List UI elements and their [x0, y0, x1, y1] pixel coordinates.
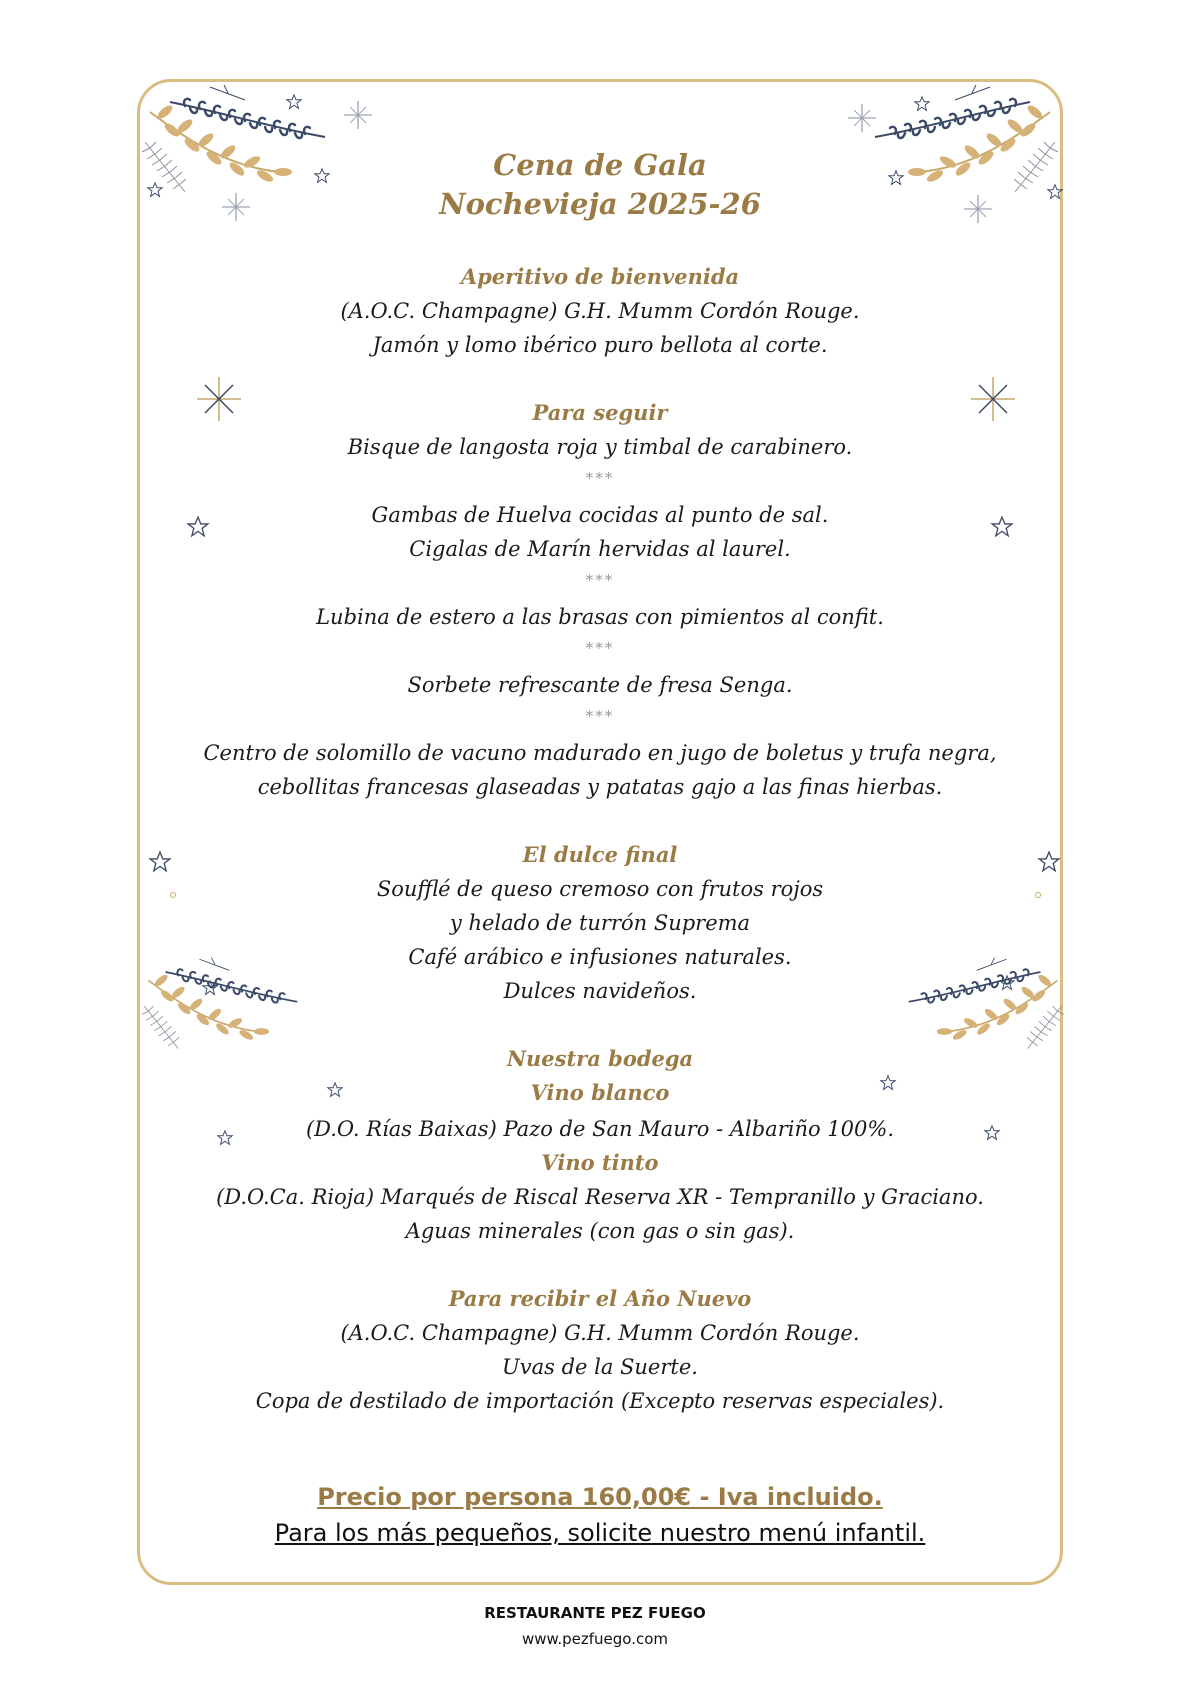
- menu-item: Aguas minerales (con gas o sin gas).: [405, 1219, 795, 1243]
- subheading-vino-tinto: Vino tinto: [541, 1150, 659, 1175]
- section-heading-bodega: Nuestra bodega: [506, 1046, 694, 1071]
- menu-title-line2: Nochevieja 2025-26: [439, 187, 761, 221]
- kids-menu-note: Para los más pequeños, solicite nuestro menú infantil.: [274, 1519, 926, 1547]
- menu-item: Cigalas de Marín hervidas al laurel.: [409, 537, 791, 561]
- section-heading-dulce: El dulce final: [522, 842, 678, 867]
- separator: ***: [585, 707, 615, 725]
- menu-item: Jamón y lomo ibérico puro bellota al corte.: [372, 333, 828, 357]
- menu-item: cebollitas francesas glaseadas y patatas gajo a las finas hierbas.: [257, 775, 943, 799]
- menu-item: Sorbete refrescante de fresa Senga.: [407, 673, 793, 697]
- section-heading-ano-nuevo: Para recibir el Año Nuevo: [448, 1286, 752, 1311]
- price-line: Precio por persona 160,00€ - Iva incluido.: [317, 1483, 883, 1511]
- subheading-vino-blanco: Vino blanco: [530, 1080, 670, 1105]
- website-link[interactable]: www.pezfuego.com: [521, 1630, 669, 1648]
- section-heading-aperitivo: Aperitivo de bienvenida: [460, 264, 740, 289]
- menu-item: Uvas de la Suerte.: [502, 1355, 698, 1379]
- menu-item: y helado de turrón Suprema: [449, 911, 751, 935]
- menu-item: Soufflé de queso cremoso con frutos rojos: [376, 877, 824, 901]
- restaurant-name: RESTAURANTE PEZ FUEGO: [484, 1604, 706, 1622]
- separator: ***: [585, 571, 615, 589]
- menu-item: Bisque de langosta roja y timbal de carabinero.: [347, 435, 853, 459]
- menu-item: Centro de solomillo de vacuno madurado en jugo de boletus y trufa negra,: [203, 741, 997, 765]
- menu-item: Lubina de estero a las brasas con pimientos al confit.: [316, 605, 884, 629]
- separator: ***: [585, 639, 615, 657]
- menu-title-line1: Cena de Gala: [493, 148, 707, 182]
- menu-item: Gambas de Huelva cocidas al punto de sal.: [371, 503, 829, 527]
- menu-item: (A.O.C. Champagne) G.H. Mumm Cordón Rouge.: [340, 299, 860, 323]
- menu-item: Dulces navideños.: [503, 979, 697, 1003]
- menu-item: (A.O.C. Champagne) G.H. Mumm Cordón Rouge.: [340, 1321, 860, 1345]
- menu-item: Café arábico e infusiones naturales.: [408, 945, 792, 969]
- section-heading-seguir: Para seguir: [532, 400, 668, 425]
- separator: ***: [585, 469, 615, 487]
- menu-item: (D.O. Rías Baixas) Pazo de San Mauro - Albariño 100%.: [305, 1117, 895, 1141]
- menu-item: (D.O.Ca. Rioja) Marqués de Riscal Reserva XR - Tempranillo y Graciano.: [216, 1185, 984, 1209]
- menu-item: Copa de destilado de importación (Excepto reservas especiales).: [255, 1389, 945, 1413]
